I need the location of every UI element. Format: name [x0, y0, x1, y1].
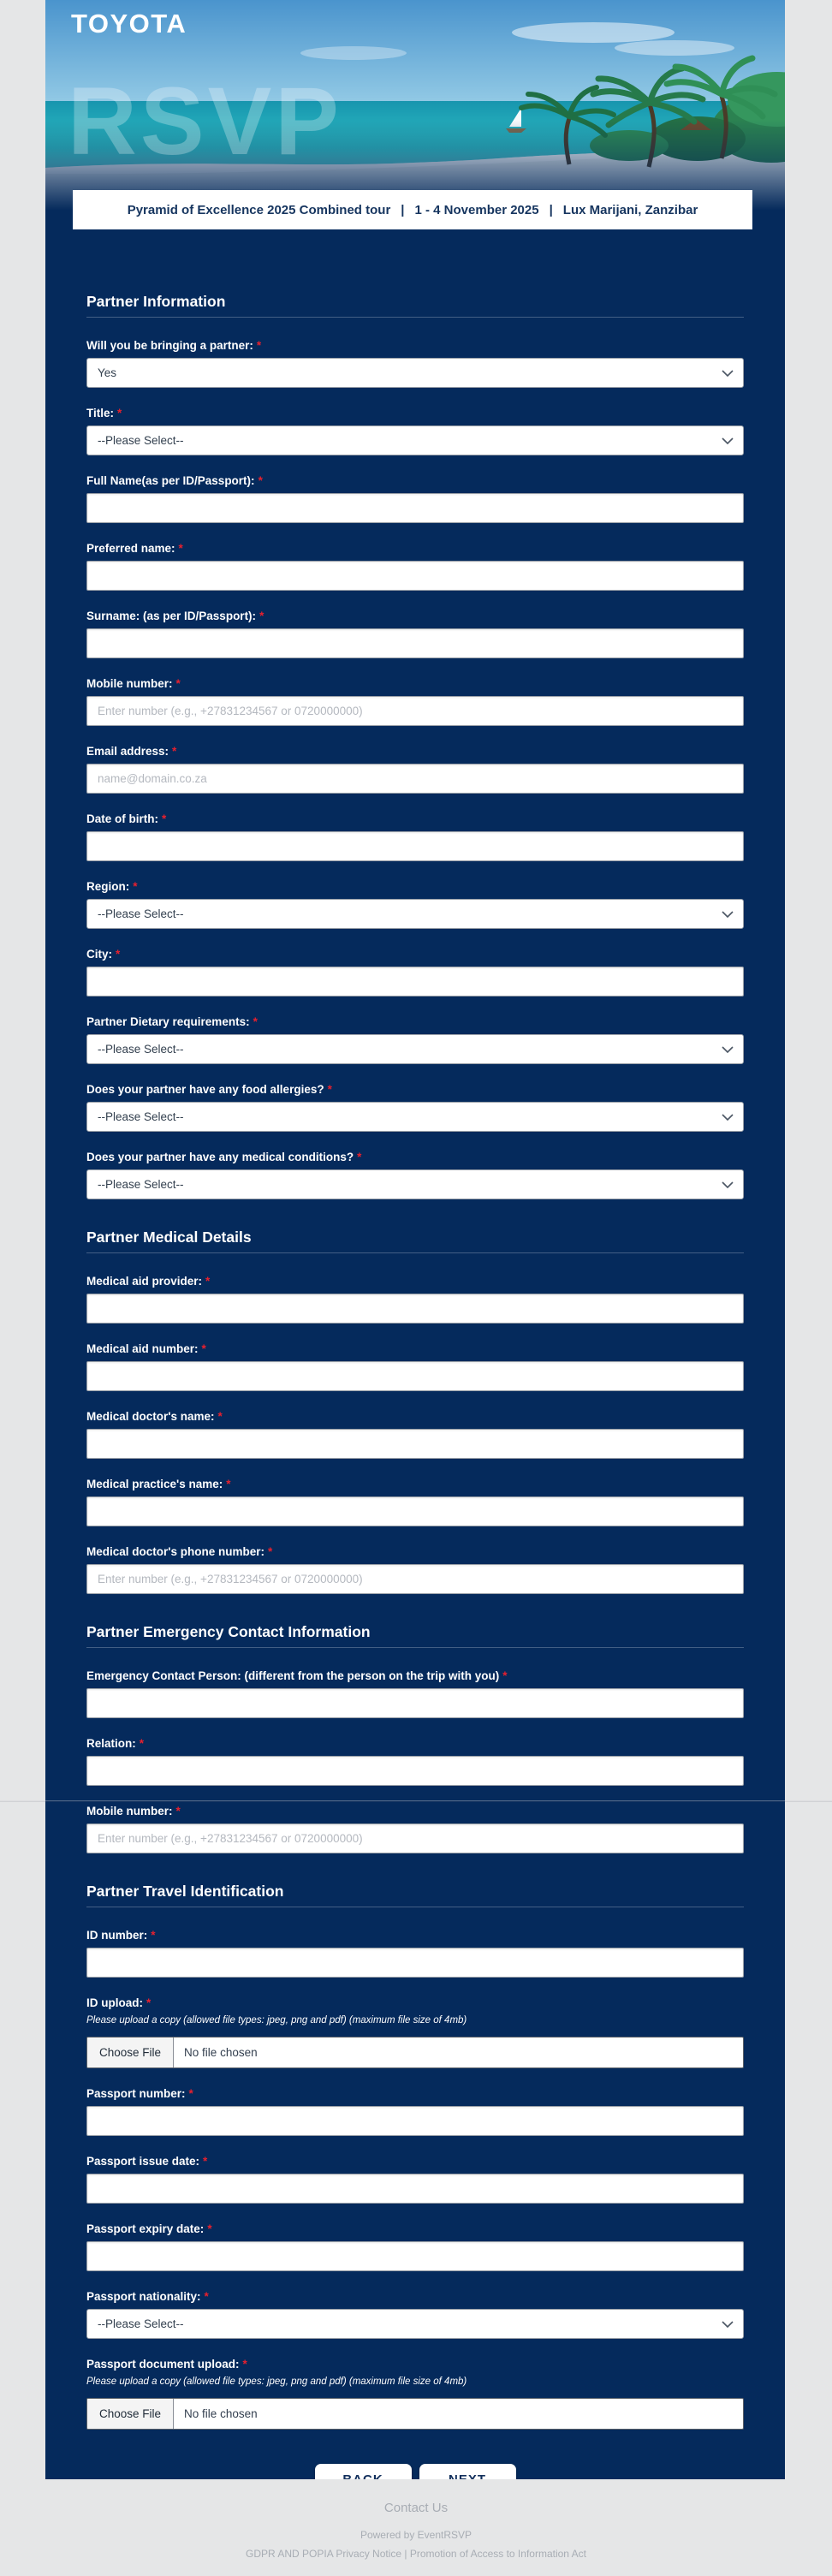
field-label-text: Medical doctor's name: — [86, 1410, 215, 1423]
field-label-text: Full Name(as per ID/Passport): — [86, 474, 255, 487]
required-asterisk: * — [151, 1929, 156, 1942]
section-title: Partner Medical Details — [86, 1229, 744, 1253]
field-medical-doctor-phone — [86, 1544, 744, 1594]
required-asterisk: * — [226, 1478, 231, 1490]
passport-nationality-select[interactable] — [86, 2309, 744, 2339]
upload-note: Please upload a copy (allowed file types: jpeg, png and pdf) (maximum file size of 4mb) — [86, 2377, 467, 2387]
required-asterisk: * — [327, 1083, 332, 1096]
field-date-of-birth — [86, 812, 744, 861]
field-label-text: ID number: — [86, 1929, 148, 1942]
field-label — [86, 1804, 744, 1818]
section-partner-travel-identification — [86, 1883, 744, 2430]
field-label-text: Email address: — [86, 745, 169, 758]
field-label — [86, 1544, 744, 1559]
section-body — [86, 1253, 744, 1594]
privacy-notice-link[interactable]: GDPR AND POPIA Privacy Notice — [246, 2548, 402, 2560]
medical-conditions-select-wrap — [86, 1169, 744, 1199]
field-label — [86, 2289, 744, 2304]
required-asterisk: * — [175, 1805, 181, 1817]
powered-by — [0, 2529, 832, 2541]
field-food-allergies — [86, 1082, 744, 1132]
field-label-text: Region: — [86, 880, 130, 893]
field-emergency-mobile-number — [86, 1804, 744, 1853]
required-asterisk: * — [253, 1015, 258, 1028]
rsvp-watermark: RSVP — [68, 68, 342, 175]
file-status-text: No file chosen — [184, 2407, 258, 2420]
legal-links — [0, 2548, 832, 2560]
hero-header — [45, 0, 785, 233]
region-select-wrap — [86, 899, 744, 929]
event-banner — [73, 190, 752, 229]
eventrsvp-link[interactable]: EventRSVP — [417, 2529, 472, 2541]
field-label-text: Preferred name: — [86, 542, 175, 555]
field-medical-aid-provider — [86, 1274, 744, 1324]
field-medical-aid-number — [86, 1342, 744, 1391]
field-label — [86, 879, 744, 894]
field-label-text: Surname: (as per ID/Passport): — [86, 610, 257, 622]
bringing-partner-select-wrap — [86, 358, 744, 388]
page-footer — [0, 2479, 832, 2576]
file-status-text: No file chosen — [184, 2046, 258, 2059]
field-surname — [86, 609, 744, 658]
banner-separator: | — [401, 202, 405, 217]
field-mobile-number — [86, 676, 744, 726]
field-label — [86, 338, 744, 353]
field-label — [86, 2086, 744, 2101]
required-asterisk: * — [207, 2222, 212, 2235]
required-asterisk: * — [201, 1342, 206, 1355]
field-label — [86, 2154, 744, 2168]
field-label — [86, 1669, 744, 1683]
section-title: Partner Travel Identification — [86, 1883, 744, 1907]
required-asterisk: * — [203, 2155, 208, 2168]
bringing-partner-select[interactable] — [86, 358, 744, 388]
field-label-text: Passport number: — [86, 2087, 186, 2100]
field-label-text: Passport document upload: — [86, 2358, 240, 2371]
food-allergies-select-wrap — [86, 1102, 744, 1132]
emergency-mobile-number-input[interactable] — [86, 1823, 744, 1853]
field-relation — [86, 1736, 744, 1786]
section-partner-medical-details — [86, 1229, 744, 1594]
passport-expiry-date-input[interactable] — [86, 2241, 744, 2271]
city-input[interactable] — [86, 967, 744, 996]
field-label — [86, 1274, 744, 1288]
field-label — [86, 473, 744, 488]
banner-segment: Pyramid of Excellence 2025 Combined tour — [127, 202, 391, 217]
field-label — [86, 406, 744, 420]
field-label-text: Does your partner have any food allergies? — [86, 1083, 324, 1096]
section-body — [86, 318, 744, 1199]
field-label-text: Passport issue date: — [86, 2155, 200, 2168]
field-label-text: Passport expiry date: — [86, 2222, 205, 2235]
relation-input[interactable] — [86, 1756, 744, 1786]
field-label-text: Mobile number: — [86, 677, 173, 690]
mobile-number-input[interactable] — [86, 696, 744, 726]
emergency-contact-person-input[interactable] — [86, 1688, 744, 1718]
field-passport-number — [86, 2086, 744, 2136]
choose-file-button[interactable]: Choose File — [87, 2038, 174, 2067]
required-asterisk: * — [178, 542, 183, 555]
paia-link[interactable]: Promotion of Access to Information Act — [409, 2548, 586, 2560]
section-body — [86, 1648, 744, 1853]
field-label — [86, 812, 744, 826]
field-passport-issue-date — [86, 2154, 744, 2204]
field-label-text: Medical aid provider: — [86, 1275, 203, 1288]
required-asterisk: * — [258, 474, 263, 487]
field-passport-document-upload — [86, 2357, 744, 2430]
field-label-text: Medical doctor's phone number: — [86, 1545, 264, 1558]
required-asterisk: * — [175, 677, 181, 690]
field-title — [86, 406, 744, 455]
field-label — [86, 744, 744, 759]
id-upload-file-input[interactable] — [86, 2037, 744, 2068]
required-asterisk: * — [205, 1275, 211, 1288]
section-body — [86, 1907, 744, 2430]
id-number-input[interactable] — [86, 1948, 744, 1978]
medical-aid-number-input[interactable] — [86, 1361, 744, 1391]
contact-us-link[interactable]: Contact Us — [383, 2501, 449, 2515]
field-label — [86, 1996, 744, 2010]
date-of-birth-input[interactable] — [86, 831, 744, 861]
required-asterisk: * — [139, 1737, 145, 1750]
field-label — [86, 947, 744, 961]
rsvp-form — [45, 293, 785, 2496]
section-title: Partner Emergency Contact Information — [86, 1623, 744, 1648]
field-passport-nationality — [86, 2289, 744, 2339]
section-partner-information — [86, 293, 744, 1199]
field-label-text: Mobile number: — [86, 1805, 173, 1817]
field-label — [86, 1082, 744, 1097]
field-label-text: Relation: — [86, 1737, 136, 1750]
field-label — [86, 1409, 744, 1424]
field-label-text: Will you be bringing a partner: — [86, 339, 253, 352]
field-label-text: Partner Dietary requirements: — [86, 1015, 250, 1028]
event-banner-text — [128, 203, 698, 217]
passport-document-upload-file-input[interactable] — [86, 2398, 744, 2430]
field-id-upload — [86, 1996, 744, 2068]
field-dietary-requirements — [86, 1014, 744, 1064]
screenshot-seam-artifact — [0, 1800, 832, 1802]
full-name-input[interactable] — [86, 493, 744, 523]
required-asterisk: * — [217, 1410, 223, 1423]
field-label — [86, 1014, 744, 1029]
required-asterisk: * — [146, 1996, 152, 2009]
title-select-wrap — [86, 425, 744, 455]
field-label-text: ID upload: — [86, 1996, 143, 2009]
field-emergency-contact-person — [86, 1669, 744, 1718]
field-label — [86, 1736, 744, 1751]
field-label-text: Title: — [86, 407, 115, 419]
banner-segment: Lux Marijani, Zanzibar — [562, 202, 698, 217]
field-passport-expiry-date — [86, 2222, 744, 2271]
toyota-logo: TOYOTA — [71, 9, 187, 39]
required-asterisk: * — [502, 1669, 508, 1682]
medical-conditions-select[interactable] — [86, 1169, 744, 1199]
form-sections — [86, 293, 744, 2430]
field-label — [86, 676, 744, 691]
email-address-input[interactable] — [86, 764, 744, 794]
dietary-requirements-select-wrap — [86, 1034, 744, 1064]
required-asterisk: * — [204, 2290, 209, 2303]
field-label — [86, 1928, 744, 1942]
field-label-text: Medical practice's name: — [86, 1478, 223, 1490]
field-id-number — [86, 1928, 744, 1978]
required-asterisk: * — [162, 812, 167, 825]
field-label — [86, 2357, 744, 2371]
required-asterisk: * — [256, 339, 262, 352]
required-asterisk: * — [267, 1545, 273, 1558]
rsvp-card — [45, 0, 785, 2479]
banner-separator: | — [549, 202, 553, 217]
upload-note: Please upload a copy (allowed file types: jpeg, png and pdf) (maximum file size of 4mb) — [86, 2015, 467, 2026]
dietary-requirements-select[interactable] — [86, 1034, 744, 1064]
required-asterisk: * — [259, 610, 264, 622]
medical-practice-name-input[interactable] — [86, 1496, 744, 1526]
passport-nationality-select-wrap — [86, 2309, 744, 2339]
title-select[interactable] — [86, 425, 744, 455]
field-label-text: Date of birth: — [86, 812, 158, 825]
required-asterisk: * — [172, 745, 177, 758]
field-label — [86, 541, 744, 556]
food-allergies-select[interactable] — [86, 1102, 744, 1132]
section-title: Partner Information — [86, 293, 744, 318]
field-label-text: Medical aid number: — [86, 1342, 199, 1355]
field-label-text: City: — [86, 948, 112, 961]
field-label — [86, 1150, 744, 1164]
field-preferred-name — [86, 541, 744, 591]
required-asterisk: * — [188, 2087, 193, 2100]
field-label-text: Emergency Contact Person: (different from the person on the trip with you) — [86, 1669, 500, 1682]
field-city — [86, 947, 744, 996]
powered-by-prefix: Powered by — [360, 2529, 418, 2541]
field-label — [86, 1342, 744, 1356]
passport-issue-date-input[interactable] — [86, 2174, 744, 2204]
legal-separator: | — [401, 2548, 410, 2560]
field-email-address — [86, 744, 744, 794]
medical-doctor-phone-input[interactable] — [86, 1564, 744, 1594]
field-medical-practice-name — [86, 1477, 744, 1526]
passport-number-input[interactable] — [86, 2106, 744, 2136]
field-bringing-partner — [86, 338, 744, 388]
field-label-text: Does your partner have any medical conditions? — [86, 1151, 354, 1163]
choose-file-button[interactable]: Choose File — [87, 2399, 174, 2429]
required-asterisk: * — [133, 880, 138, 893]
required-asterisk: * — [116, 948, 121, 961]
field-label-text: Passport nationality: — [86, 2290, 201, 2303]
region-select[interactable] — [86, 899, 744, 929]
required-asterisk: * — [117, 407, 122, 419]
field-region — [86, 879, 744, 929]
field-label — [86, 609, 744, 623]
field-label — [86, 2222, 744, 2236]
surname-input[interactable] — [86, 628, 744, 658]
field-label — [86, 1477, 744, 1491]
banner-segment: 1 - 4 November 2025 — [414, 202, 539, 217]
field-medical-doctor-name — [86, 1409, 744, 1459]
required-asterisk: * — [357, 1151, 362, 1163]
field-full-name — [86, 473, 744, 523]
medical-doctor-name-input[interactable] — [86, 1429, 744, 1459]
preferred-name-input[interactable] — [86, 561, 744, 591]
section-partner-emergency-contact-information — [86, 1623, 744, 1853]
field-medical-conditions — [86, 1150, 744, 1199]
medical-aid-provider-input[interactable] — [86, 1294, 744, 1324]
required-asterisk: * — [242, 2358, 247, 2371]
